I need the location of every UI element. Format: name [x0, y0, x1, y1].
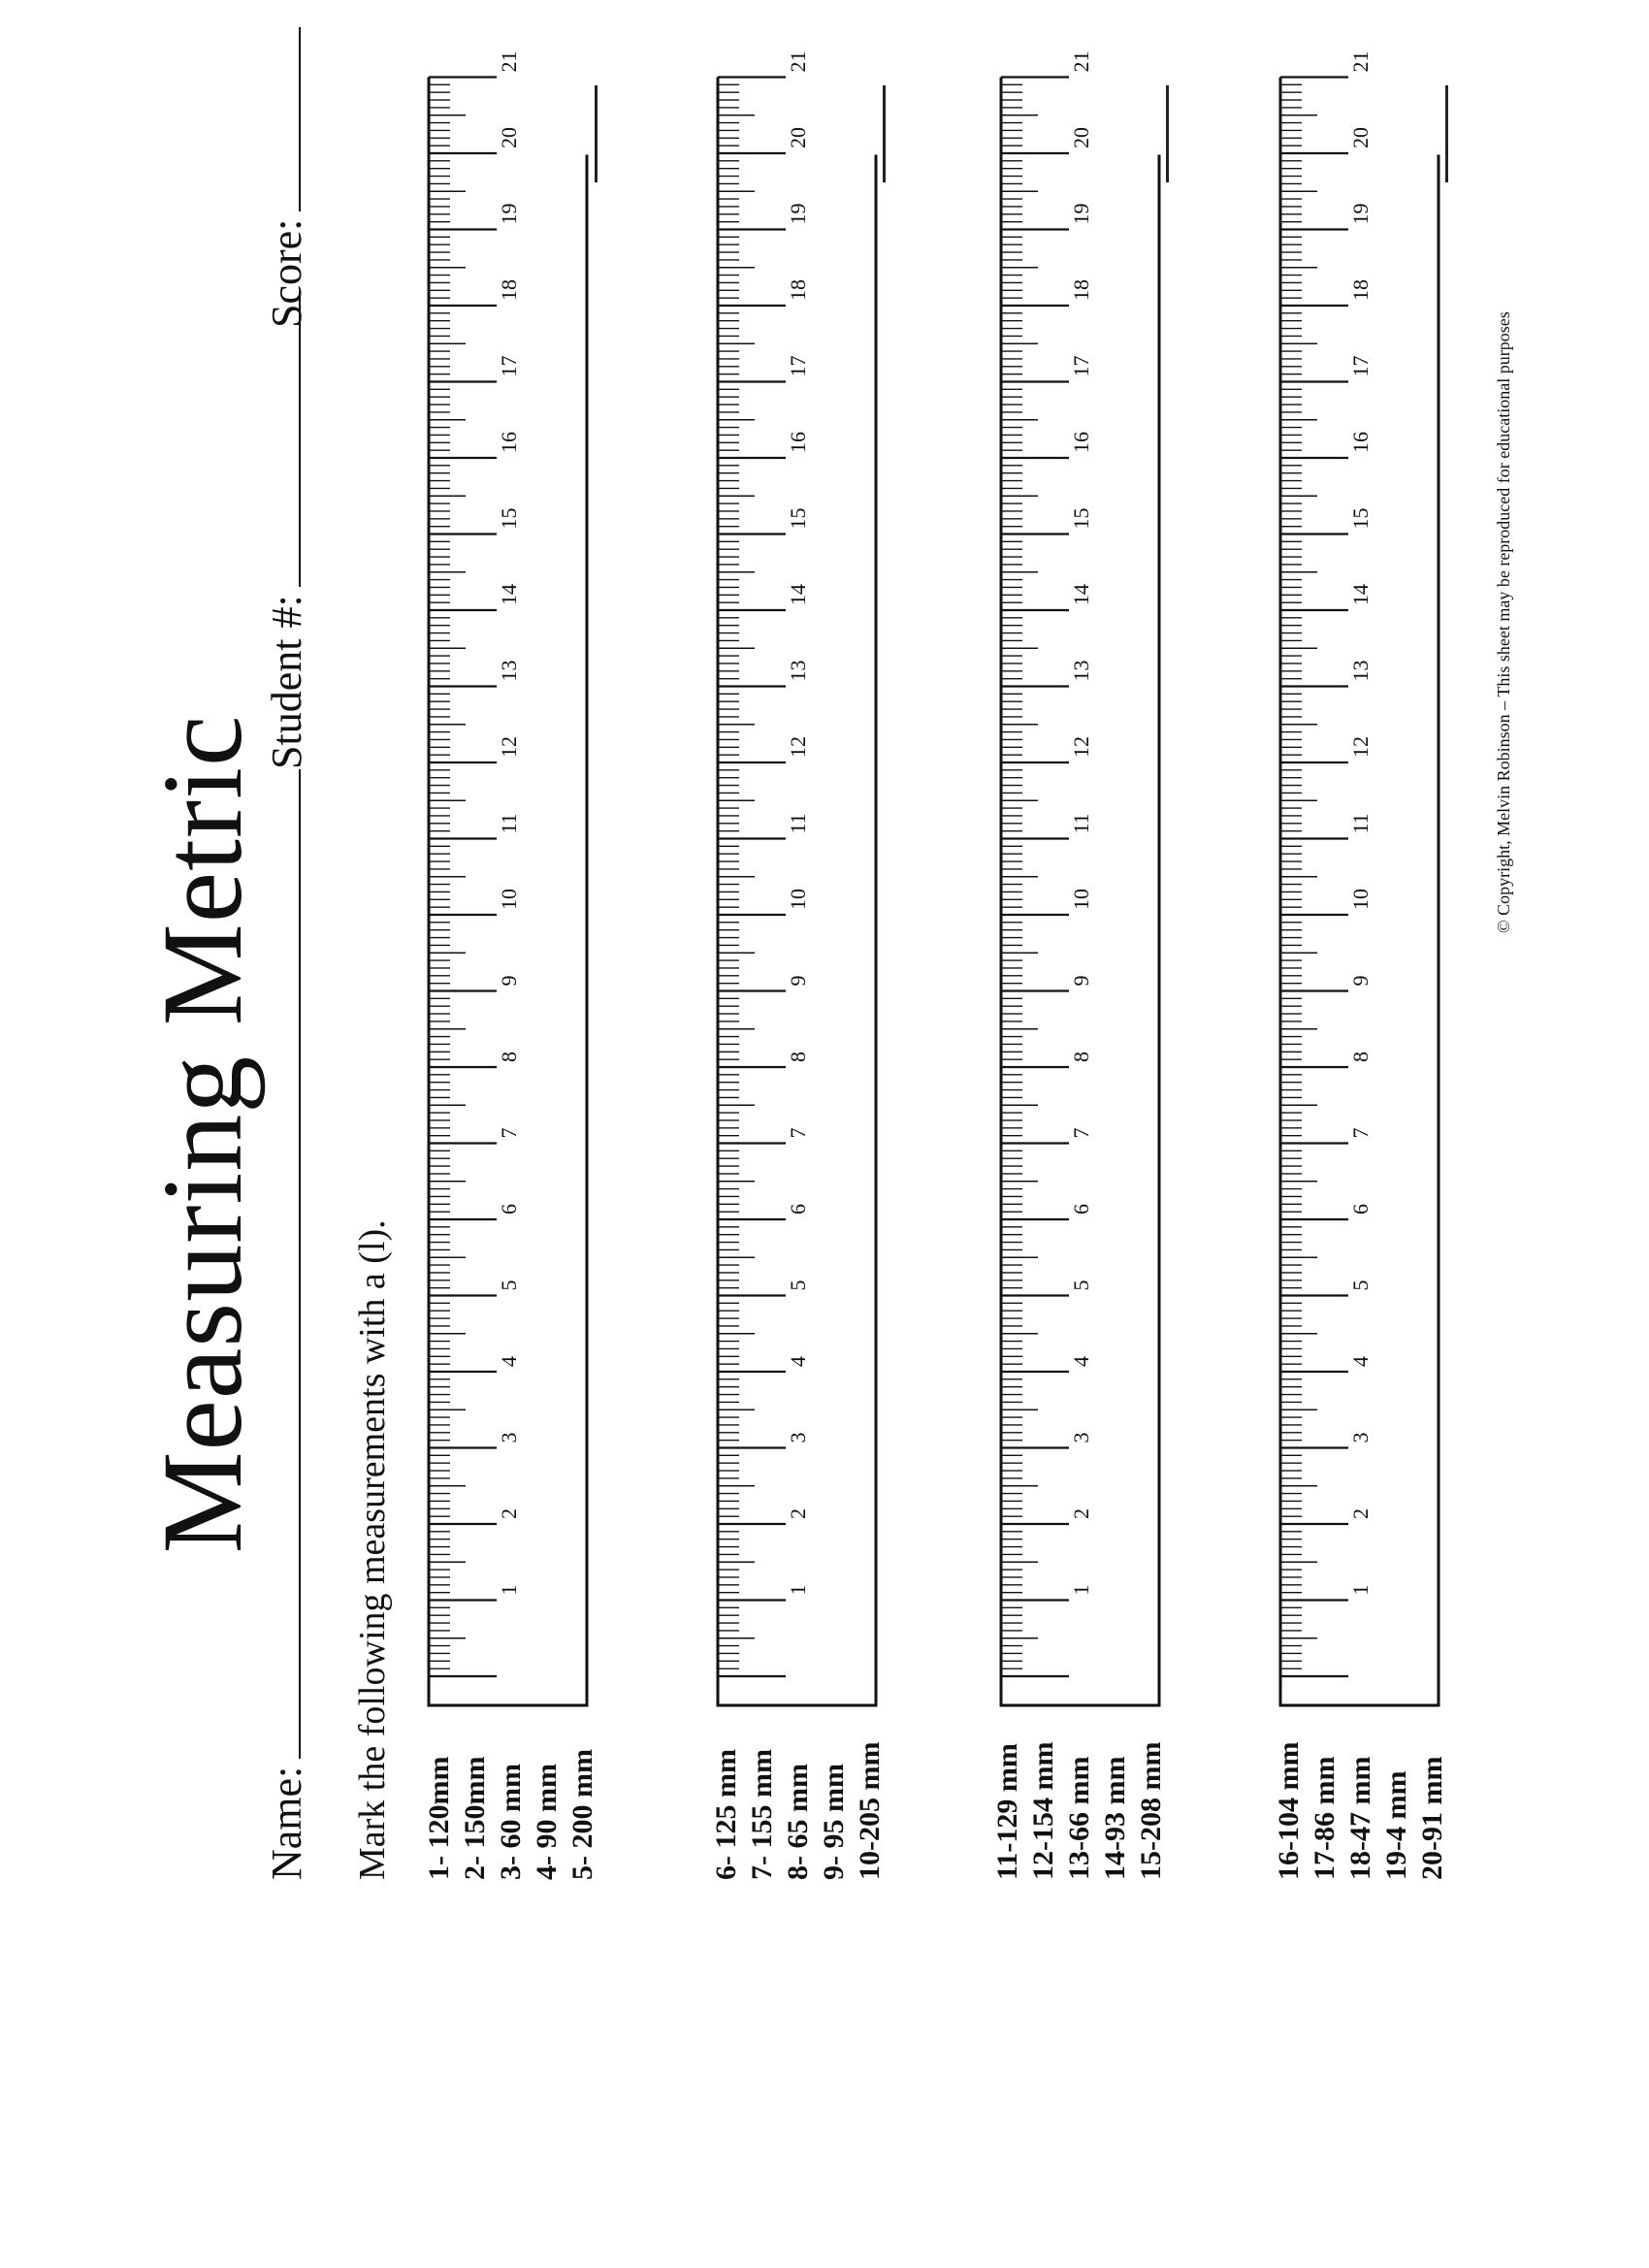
- measurement-item: 8- 65 mm: [782, 1764, 814, 1880]
- ruler-cm-label: 11: [1348, 813, 1373, 834]
- measurement-list-1: [421, 1749, 600, 1880]
- measurement-item: 10-205 mm: [854, 1741, 886, 1880]
- ruler-cm-label: 9: [1348, 975, 1373, 987]
- name-label: Name:: [263, 1766, 310, 1880]
- student-number-field: [262, 291, 311, 769]
- measurement-item: 6- 125 mm: [710, 1749, 742, 1880]
- metric-ruler-2[interactable]: [716, 50, 890, 1705]
- ruler-cm-label: 3: [1348, 1432, 1373, 1443]
- ruler-cm-label: 8: [786, 1052, 810, 1062]
- measurement-item: 15-208 mm: [1135, 1741, 1167, 1880]
- ruler-cm-label: 15: [1348, 507, 1373, 530]
- ruler-cm-label: 7: [1348, 1127, 1373, 1139]
- measurement-item: 4- 90 mm: [531, 1764, 563, 1880]
- ruler-cm-label: 14: [1348, 584, 1373, 605]
- ruler-cm-label: 12: [497, 736, 521, 758]
- ruler-cm-label: 12: [1348, 736, 1373, 758]
- ruler-cm-label: 17: [497, 355, 521, 377]
- ruler-cm-label: 2: [1348, 1508, 1373, 1519]
- ruler-cm-label: 9: [786, 975, 810, 987]
- ruler-cm-label: 1: [497, 1584, 521, 1596]
- ruler-cm-label: 18: [1348, 279, 1373, 301]
- ruler-cm-label: 10: [1348, 889, 1373, 910]
- measurement-item: 16-104 mm: [1273, 1741, 1305, 1880]
- measurement-list-3: [989, 1742, 1169, 1880]
- ruler-cm-label: 19: [1348, 203, 1373, 225]
- ruler-cm-label: 3: [1069, 1432, 1093, 1443]
- ruler-cm-label: 20: [1348, 127, 1373, 148]
- ruler-cm-label: 17: [1069, 355, 1093, 377]
- ruler-cm-label: 3: [497, 1432, 521, 1443]
- page-title: Measuring Metric: [139, 714, 266, 1554]
- ruler-cm-label: 5: [497, 1280, 521, 1291]
- name-field: [262, 769, 311, 1880]
- ruler-cm-label: 16: [1069, 432, 1093, 453]
- ruler-cm-label: 16: [1348, 432, 1373, 453]
- measurement-item: 7- 155 mm: [746, 1749, 778, 1880]
- ruler-cm-label: 19: [497, 203, 521, 225]
- ruler-cm-label: 11: [786, 813, 810, 834]
- ruler-baseline: [1445, 85, 1448, 182]
- ruler-cm-label: 3: [786, 1432, 810, 1443]
- ruler-cm-label: 2: [1069, 1508, 1093, 1519]
- instruction-text: Mark the following measurements with a (l).: [352, 1219, 393, 1880]
- ruler-cm-label: 20: [786, 127, 810, 148]
- measurement-item: 12-154 mm: [1027, 1741, 1059, 1880]
- ruler-cm-label: 1: [1348, 1584, 1373, 1596]
- ruler-cm-label: 14: [497, 584, 521, 605]
- ruler-cm-label: 15: [786, 507, 810, 530]
- metric-ruler-4[interactable]: [1278, 50, 1453, 1705]
- ruler-baseline: [595, 85, 598, 182]
- student-number-label: Student #:: [263, 595, 310, 769]
- ruler-cm-label: 11: [497, 813, 521, 834]
- ruler-cm-label: 12: [1069, 736, 1093, 758]
- score-label: Score:: [263, 218, 310, 328]
- ruler-cm-label: 17: [786, 355, 810, 377]
- copyright-notice: © Copyright, Melvin Robinson – This sheet may be reproduced for educational purposes: [1494, 311, 1513, 933]
- ruler-cm-label: 7: [497, 1127, 521, 1139]
- measurement-list-2: [708, 1742, 888, 1880]
- ruler-cm-label: 6: [1348, 1204, 1373, 1215]
- ruler-cm-label: 18: [1069, 279, 1093, 301]
- ruler-cm-label: 13: [1069, 660, 1093, 682]
- ruler-cm-label: 6: [1069, 1204, 1093, 1215]
- ruler-cm-label: 6: [497, 1204, 521, 1215]
- measurement-item: 2- 150mm: [459, 1756, 491, 1880]
- ruler-cm-label: 4: [786, 1356, 810, 1367]
- measurement-item: 11-129 mm: [991, 1743, 1023, 1880]
- ruler-cm-label: 13: [497, 660, 521, 682]
- measurement-item: 20-91 mm: [1416, 1756, 1448, 1880]
- ruler-cm-label: 14: [786, 584, 810, 605]
- metric-ruler-1[interactable]: [427, 50, 601, 1705]
- measurement-item: 9- 95 mm: [818, 1764, 850, 1880]
- measurement-item: 3- 60 mm: [495, 1764, 527, 1880]
- score-field: [262, 27, 311, 328]
- ruler-cm-label: 10: [786, 889, 810, 910]
- ruler-cm-label: 19: [1069, 203, 1093, 225]
- ruler-cm-label: 1: [1069, 1584, 1093, 1596]
- measurement-item: 19-4 mm: [1380, 1770, 1412, 1880]
- ruler-cm-label: 21: [1069, 50, 1093, 73]
- ruler-cm-label: 10: [1069, 889, 1093, 910]
- name-blank[interactable]: [298, 769, 301, 1759]
- ruler-cm-label: 4: [497, 1356, 521, 1367]
- ruler-cm-label: 21: [1348, 50, 1373, 73]
- ruler-cm-label: 4: [1069, 1356, 1093, 1367]
- ruler-cm-label: 12: [786, 736, 810, 758]
- ruler-cm-label: 13: [786, 660, 810, 682]
- ruler-cm-label: 10: [497, 889, 521, 910]
- ruler-cm-label: 16: [786, 432, 810, 453]
- measurement-list-4: [1271, 1742, 1450, 1880]
- ruler-cm-label: 20: [497, 127, 521, 148]
- ruler-cm-label: 8: [1069, 1052, 1093, 1062]
- measurement-item: 1- 120mm: [423, 1756, 455, 1880]
- ruler-cm-label: 9: [1069, 975, 1093, 987]
- ruler-cm-label: 7: [786, 1127, 810, 1139]
- ruler-cm-label: 5: [1069, 1280, 1093, 1291]
- measurement-item: 17-86 mm: [1309, 1756, 1341, 1880]
- ruler-cm-label: 13: [1348, 660, 1373, 682]
- ruler-cm-label: 5: [786, 1280, 810, 1291]
- measurement-item: 5- 200 mm: [566, 1749, 598, 1880]
- ruler-cm-label: 15: [1069, 507, 1093, 530]
- measurement-item: 13-66 mm: [1063, 1756, 1095, 1880]
- ruler-cm-label: 2: [786, 1508, 810, 1519]
- ruler-cm-label: 15: [497, 507, 521, 530]
- ruler-cm-label: 20: [1069, 127, 1093, 148]
- measurement-item: 14-93 mm: [1099, 1756, 1131, 1880]
- ruler-cm-label: 19: [786, 203, 810, 225]
- ruler-cm-label: 1: [786, 1584, 810, 1596]
- ruler-cm-label: 21: [786, 50, 810, 73]
- ruler-cm-label: 11: [1069, 813, 1093, 834]
- score-blank[interactable]: [298, 27, 301, 211]
- ruler-cm-label: 7: [1069, 1127, 1093, 1139]
- ruler-cm-label: 9: [497, 975, 521, 987]
- ruler-cm-label: 18: [497, 279, 521, 301]
- ruler-cm-label: 18: [786, 279, 810, 301]
- ruler-cm-label: 14: [1069, 584, 1093, 605]
- ruler-cm-label: 17: [1348, 355, 1373, 377]
- ruler-cm-label: 8: [1348, 1052, 1373, 1062]
- ruler-cm-label: 16: [497, 432, 521, 453]
- ruler-cm-label: 4: [1348, 1356, 1373, 1367]
- measurement-item: 18-47 mm: [1344, 1756, 1376, 1880]
- ruler-cm-label: 5: [1348, 1280, 1373, 1291]
- ruler-cm-label: 8: [497, 1052, 521, 1062]
- ruler-cm-label: 6: [786, 1204, 810, 1215]
- student-number-blank[interactable]: [298, 291, 301, 587]
- ruler-cm-label: 21: [497, 50, 521, 73]
- ruler-cm-label: 2: [497, 1508, 521, 1519]
- metric-ruler-3[interactable]: [999, 50, 1174, 1705]
- ruler-baseline: [883, 85, 886, 182]
- ruler-baseline: [1166, 85, 1169, 182]
